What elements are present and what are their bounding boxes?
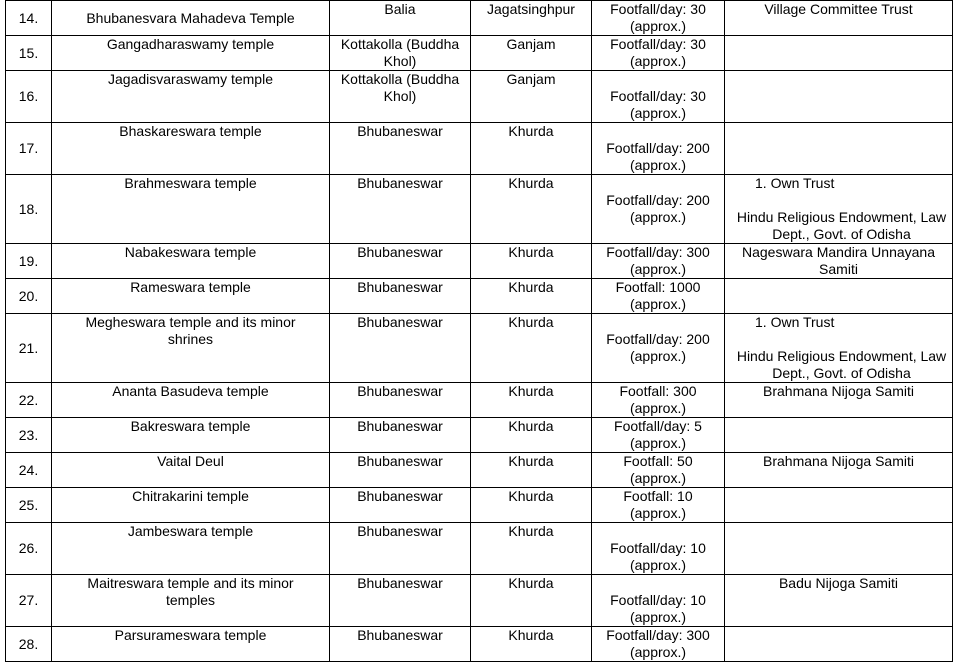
serial-number: 17.: [6, 123, 52, 175]
footfall: Footfall/day: 200 (approx.): [592, 123, 725, 175]
trust: [725, 279, 953, 314]
footfall: Footfall/day: 30 (approx.): [592, 71, 725, 123]
trust: [725, 418, 953, 453]
temple-name: Gangadharaswamy temple: [52, 36, 330, 71]
district: Khurda: [471, 244, 592, 279]
footfall: Footfall/day: 10 (approx.): [592, 523, 725, 575]
temple-name: Jambeswara temple: [52, 523, 330, 575]
location: Bhubaneswar: [330, 523, 471, 575]
district: Khurda: [471, 123, 592, 175]
table-row: [6, 175, 953, 244]
table-row: [6, 453, 953, 488]
trust: [725, 488, 953, 523]
trust: Nageswara Mandira Unnayana Samiti: [725, 244, 953, 279]
temple-table: [5, 0, 953, 662]
table-row: [6, 279, 953, 314]
location: Bhubaneswar: [330, 575, 471, 627]
temple-name: Vaital Deul: [52, 453, 330, 488]
district: Ganjam: [471, 71, 592, 123]
district: Khurda: [471, 627, 592, 662]
district: Jagatsinghpur: [471, 1, 592, 36]
trust-body: Hindu Religious Endowment, Law Dept., Govt. of Odisha: [736, 209, 947, 242]
table-row: [6, 383, 953, 418]
location: Bhubaneswar: [330, 453, 471, 488]
location: Kottakolla (Buddha Khol): [330, 36, 471, 71]
location: Bhubaneswar: [330, 279, 471, 314]
trust: Brahmana Nijoga Samiti: [725, 453, 953, 488]
trust: [725, 523, 953, 575]
trust: [725, 627, 953, 662]
temple-name: Ananta Basudeva temple: [52, 383, 330, 418]
serial-number: 25.: [6, 488, 52, 523]
serial-number: 21.: [6, 314, 52, 383]
trust-body: Hindu Religious Endowment, Law Dept., Govt. of Odisha: [736, 348, 947, 381]
footfall: Footfall/day: 10 (approx.): [592, 575, 725, 627]
location: Bhubaneswar: [330, 244, 471, 279]
location: Bhubaneswar: [330, 627, 471, 662]
trust: Brahmana Nijoga Samiti: [725, 383, 953, 418]
serial-number: 15.: [6, 36, 52, 71]
serial-number: 27.: [6, 575, 52, 627]
location: Bhubaneswar: [330, 175, 471, 244]
trust: [725, 314, 953, 383]
trust-list-item: 1. Own Trust: [755, 314, 835, 330]
temple-name: Nabakeswara temple: [52, 244, 330, 279]
location: Bhubaneswar: [330, 314, 471, 383]
location: Bhubaneswar: [330, 488, 471, 523]
location: Bhubaneswar: [330, 123, 471, 175]
temple-name: Bakreswara temple: [52, 418, 330, 453]
footfall: Footfall/day: 200 (approx.): [592, 314, 725, 383]
footfall: Footfall/day: 300 (approx.): [592, 627, 725, 662]
footfall: Footfall: 1000 (approx.): [592, 279, 725, 314]
district: Khurda: [471, 453, 592, 488]
location: Kottakolla (Buddha Khol): [330, 71, 471, 123]
table-row: [6, 418, 953, 453]
district: Khurda: [471, 279, 592, 314]
serial-number: 19.: [6, 244, 52, 279]
footfall: Footfall: 300 (approx.): [592, 383, 725, 418]
table-row: [6, 314, 953, 383]
trust: [725, 71, 953, 123]
trust: [725, 175, 953, 244]
temple-name: Maitreswara temple and its minor temples: [52, 575, 330, 627]
temple-name: Parsurameswara temple: [52, 627, 330, 662]
serial-number: 16.: [6, 71, 52, 123]
footfall: Footfall/day: 300 (approx.): [592, 244, 725, 279]
location: Bhubaneswar: [330, 383, 471, 418]
trust: [725, 36, 953, 71]
serial-number: 22.: [6, 383, 52, 418]
location: Bhubaneswar: [330, 418, 471, 453]
trust: Village Committee Trust: [725, 1, 953, 36]
temple-name: Chitrakarini temple: [52, 488, 330, 523]
trust: [725, 123, 953, 175]
temple-name: Rameswara temple: [52, 279, 330, 314]
district: Khurda: [471, 175, 592, 244]
serial-number: 24.: [6, 453, 52, 488]
footfall: Footfall: 50 (approx.): [592, 453, 725, 488]
district: Khurda: [471, 488, 592, 523]
temple-name: Brahmeswara temple: [52, 175, 330, 244]
table-row: [6, 36, 953, 71]
serial-number: 26.: [6, 523, 52, 575]
footfall: Footfall: 10 (approx.): [592, 488, 725, 523]
table-row: [6, 523, 953, 575]
table-row: [6, 244, 953, 279]
serial-number: 20.: [6, 279, 52, 314]
district: Khurda: [471, 575, 592, 627]
table-row: [6, 627, 953, 662]
trust-list-item: 1. Own Trust: [755, 175, 835, 191]
location: Balia: [330, 1, 471, 36]
footfall: Footfall/day: 5 (approx.): [592, 418, 725, 453]
temple-name: Megheswara temple and its minor shrines: [52, 314, 330, 383]
district: Khurda: [471, 523, 592, 575]
footfall: Footfall/day: 30 (approx.): [592, 1, 725, 36]
temple-name: Bhubanesvara Mahadeva Temple: [52, 1, 330, 36]
trust: Badu Nijoga Samiti: [725, 575, 953, 627]
table-row: [6, 575, 953, 627]
serial-number: 14.: [6, 1, 52, 36]
table-row: [6, 123, 953, 175]
district: Khurda: [471, 418, 592, 453]
serial-number: 18.: [6, 175, 52, 244]
district: Khurda: [471, 314, 592, 383]
footfall: Footfall/day: 30 (approx.): [592, 36, 725, 71]
table-row: [6, 1, 953, 36]
temple-name: Jagadisvaraswamy temple: [52, 71, 330, 123]
temple-name: Bhaskareswara temple: [52, 123, 330, 175]
district: Ganjam: [471, 36, 592, 71]
footfall: Footfall/day: 200 (approx.): [592, 175, 725, 244]
district: Khurda: [471, 383, 592, 418]
table-row: [6, 488, 953, 523]
table-row: [6, 71, 953, 123]
serial-number: 28.: [6, 627, 52, 662]
serial-number: 23.: [6, 418, 52, 453]
